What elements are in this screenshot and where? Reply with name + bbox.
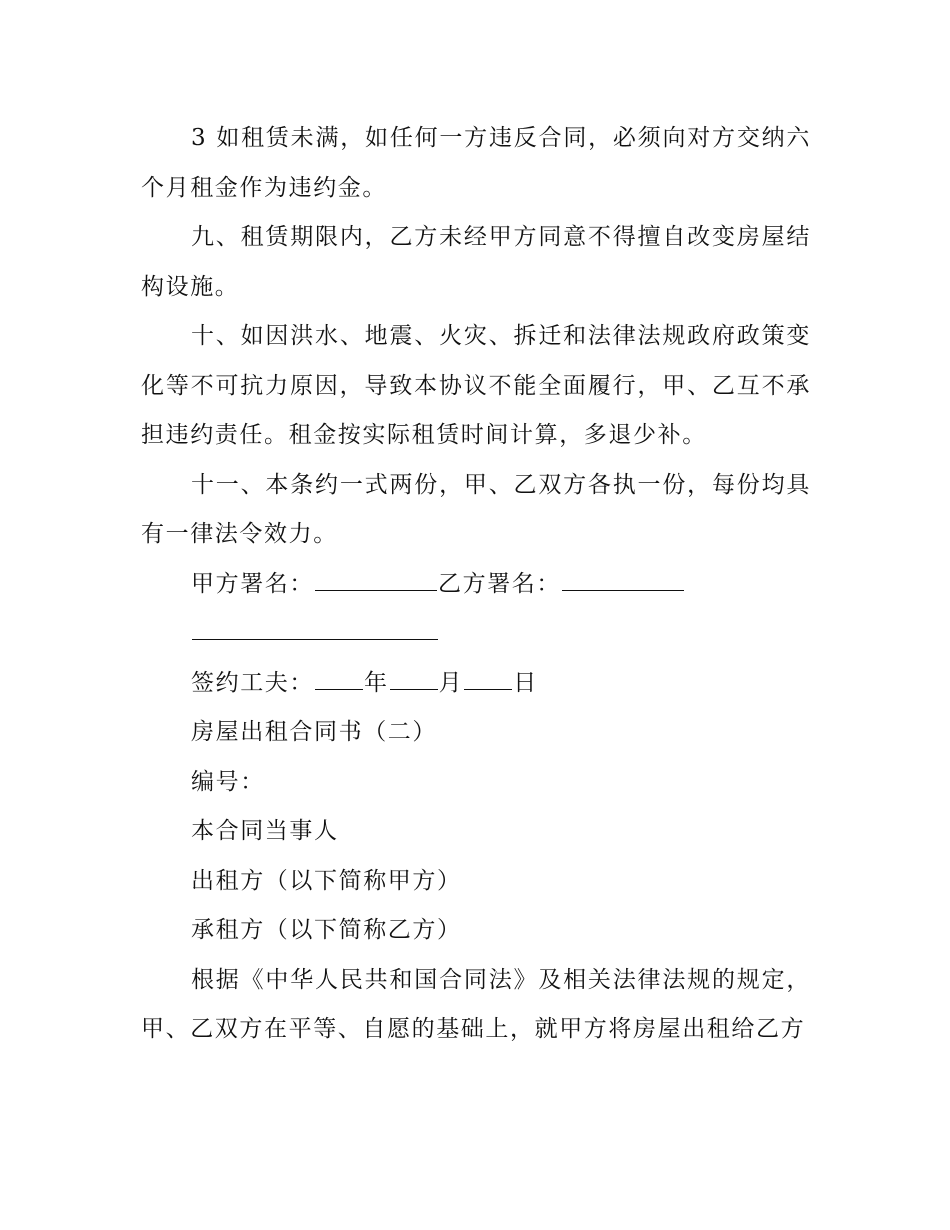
party-b-signature-label: 乙方署名： bbox=[438, 570, 561, 597]
clause-11-copies: 十一、本条约一式两份，甲、乙双方各执一份，每份均具有一律法令效力。 bbox=[141, 471, 811, 547]
sign-date-label: 签约工夫： bbox=[191, 669, 314, 696]
document-body bbox=[141, 114, 811, 1055]
lessee-label: 承租方（以下简称乙方） bbox=[191, 917, 462, 943]
clause-10-force-majeure: 十、如因洪水、地震、火灾、拆迁和法律法规政府政策变化等不可抗力原因，导致本协议不能全面履行，甲、乙互不承担违约责任。租金按实际租赁时间计算，多退少补。 bbox=[141, 323, 811, 448]
party-a-signature-label: 甲方署名： bbox=[191, 570, 314, 597]
signature-extra-line bbox=[141, 609, 811, 659]
contract-2-title: 房屋出租合同书（二） bbox=[191, 719, 437, 745]
signature-line bbox=[141, 560, 811, 610]
clause-9-structure: 九、租赁期限内，乙方未经甲方同意不得擅自改变房屋结构设施。 bbox=[141, 224, 811, 300]
year-blank bbox=[315, 666, 363, 690]
day-blank bbox=[464, 666, 512, 690]
month-label: 月 bbox=[438, 669, 464, 696]
party-a-signature-blank bbox=[315, 567, 437, 591]
clause-3-penalty: 3 如租赁未满，如任何一方违反合同，必须向对方交纳六个月租金作为违约金。 bbox=[141, 125, 811, 201]
year-label: 年 bbox=[364, 669, 389, 696]
parties-heading: 本合同当事人 bbox=[191, 818, 339, 844]
month-blank bbox=[390, 666, 438, 690]
sign-date-line bbox=[141, 659, 811, 709]
day-label: 日 bbox=[513, 669, 538, 696]
signature-extra-blank bbox=[192, 616, 438, 640]
lessor-label: 出租方（以下简称甲方） bbox=[191, 867, 462, 894]
party-b-signature-blank bbox=[562, 567, 684, 591]
contract-number-label: 编号： bbox=[191, 768, 265, 795]
contract-2-intro: 根据《中华人民共和国合同法》及相关法律法规的规定，甲、乙双方在平等、自愿的基础上，就甲方将房屋出租给乙方 bbox=[141, 966, 811, 1042]
